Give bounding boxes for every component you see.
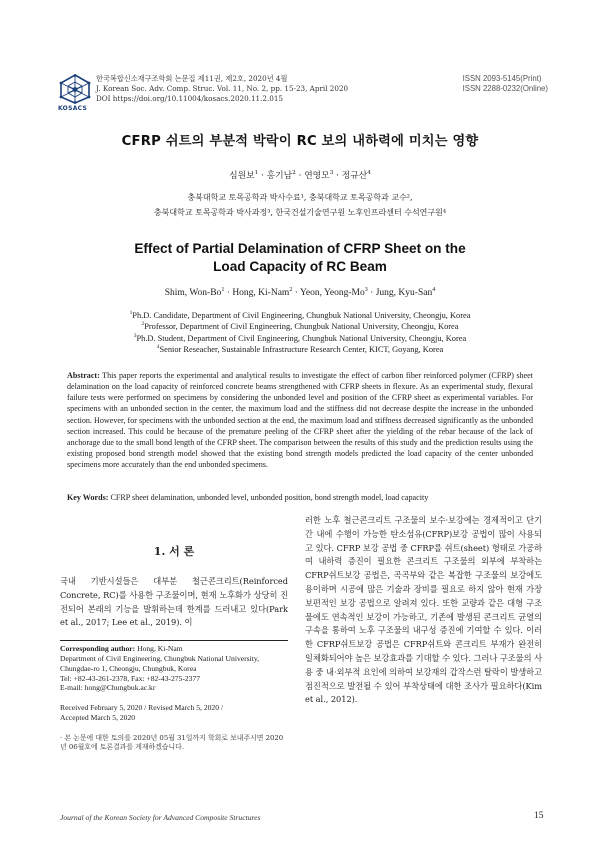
author-name: 심원보 — [229, 171, 255, 181]
abstract — [67, 370, 533, 470]
journal-korean: 한국복합신소재구조학회 논문집 제11권, 제2호, 2020년 4월 — [96, 74, 288, 83]
section-title: 1. 서 론 — [153, 545, 195, 558]
issn-print: ISSN 2093-5145(Print) — [462, 74, 542, 83]
journal-citation — [96, 74, 348, 105]
affiliation-line: $^1$Ph.D. Candidate, Department of Civil Engineering, Chungbuk National University, Cheongju, Korea — [129, 310, 471, 320]
email[interactable]: E-mail: hong@Chungbuk.ac.kr — [60, 683, 156, 693]
journal-english: J. Korean Soc. Adv. Comp. Struc. Vol. 11, No. 2, pp. 15-23, April 2020 — [96, 84, 349, 94]
left-column — [60, 513, 288, 752]
author-name: 연영모 — [304, 171, 330, 181]
page-number: 15 — [534, 811, 544, 821]
right-column — [305, 514, 542, 707]
author-name: 정규산 — [341, 171, 368, 181]
abstract-label: Abstract: — [67, 371, 100, 380]
keywords — [67, 493, 533, 502]
author-name: Jung, Kyu-San — [375, 288, 433, 298]
divider — [60, 640, 288, 641]
corresponding-author: Corresponding author: Hong, Ki-Nam Department of Civil Engineering, Chungbuk National University, Chungdae-ro 1, Cheongju, Chungbuk, Korea Tel: +82-43-261-2378, Fax: +82-43-275-2377 E-mail: hong@Chungbuk.ac.kr — [60, 644, 288, 693]
affiliation-line: $^4$Senior Reseacher, Sustainable Infrastructure Research Center, KICT, Goyang, Korea — [156, 344, 444, 355]
affiliation-line: $^2$Professor, Department of Civil Engineering, Chungbuk National University, Cheongju, Korea — [141, 321, 459, 332]
journal-header — [58, 74, 548, 114]
doi-link[interactable]: DOI https://doi.org/10.11004/kosacs.2020.11.2.015 — [96, 94, 283, 104]
logo-text: KOSACS — [58, 105, 88, 112]
network-logo-icon — [58, 74, 92, 104]
discussion-note: · 본 논문에 대한 토의를 2020년 05월 31일까지 학회로 보내주시면 2020년 06월호에 토론결과를 게재하겠습니다. — [60, 733, 284, 751]
english-affiliations — [0, 310, 600, 356]
author-name: 홍기남 — [266, 171, 293, 181]
received-dates: Received February 5, 2020 / Revised March 5, 2020 / Accepted March 5, 2020 — [60, 703, 224, 723]
korean-title: CFRP 쉬트의 부분적 박락이 RC 보의 내하력에 미치는 영향 — [121, 134, 479, 149]
abstract-text: This paper reports the experimental and analytical results to investigate the effect of carbon fiber reinforced polymer (CFRP) sheet delamination on the load capacity of reinforced concrete beams strengthened with CFRP sheets in flexure. As an experimental study, flexural failure tests were performed on specimens by considering the unbonded level and position of the CFRP sheet as experimental variables. For specimens with an unbonded section in the center, the maximum load and the stiffness did not decrease despite the increase in the unbonded section. However, for specimens with the unbonded section at the end, the maximum load and stiffness decreased significantly as the unbonded section increased. This could be because of the premature peeling of the CFRP sheet after the yielding of the rebar because of the lack of anchorage due to the small bond length of the CFRP sheet. The comparison between the results of this study and the prediction results using the existing proposed bond strength model showed that the existing bond strength models predicted the load capacity of the center unbonded specimens more accurately than the end unbonded specimens. — [67, 371, 533, 470]
affiliation-line: $^3$Ph.D. Student, Department of Civil Engineering, Chungbuk National University, Cheongju, Korea — [133, 333, 467, 343]
author-name: Yeon, Yeong-Mo — [299, 288, 365, 298]
footer-journal: Journal of the Korean Society for Advanced Composite Structures — [60, 813, 261, 822]
english-authors: Shim, Won-$Bo^1$ · Hong, Ki-Nam$^2$ · Yeon, Yeong-$Mo^3$ · Jung, Kyu-San$^4$ — [164, 286, 436, 298]
korean-authors: 심원보$^1$ · 홍기남$^2$ · 연영모$^3$ · 정규산$^4$ — [229, 170, 371, 181]
english-title: Effect of Partial Delamination of CFRP Sheet on the Load Capacity of RC Beam — [134, 241, 466, 274]
kosacs-logo — [58, 74, 92, 114]
issn-block — [463, 74, 548, 93]
keywords-label: Key Words: — [67, 493, 109, 502]
body-paragraph: 러한 노후 철근콘크리트 구조물의 보수·보강에는 경제적이고 단기간 내에 수행이 가능한 탄소섬유(CFRP)보강 공법이 많이 사용되고 있다. CFRP 보강 공법 중 CFRP를 쉬트(sheet) 형태로 가공하여 내하력 증진이 필요한 콘크리트 구조물의 외부에 부착하는 CFRP쉬트보강 공법은, 곡곡부와 같은 복잡한 구조물의 보강에도 용이하며 시공에 많은 기술과 장비를 필요로 하지 않아 현재 가장 보편적인 보강 공법으로 알려져 있다. 또한 교량과 같은 대형 구조물에도 연속적인 보강이 가능하고, 기존에 발생된 콘크리트 균열의 구속을 통하여 노후 구조물의 내구성 증진에 기여할 수 있다. 이러한 CFRP쉬트보강 공법은 CFRP쉬트와 콘크리트 부재가 완전히 일체화되어야 높은 보강효과를 기대할 수 있다. 그러나 구조물의 사용 중 내·외부적 요인에 의하여 보강재의 갑작스런 탈락이 발생하고 점진적으로 발전될 수 있어 부착상태에 대한 조사가 필요하다(Kim et al., 2012). — [305, 515, 542, 705]
issn-online: ISSN 2288-0232(Online) — [462, 83, 548, 93]
keywords-text: CFRP sheet delamination, unbonded level, unbonded position, bond strength model, load capacity — [110, 493, 429, 502]
korean-affiliations: 충북대학교 토목공학과 박사수료¹, 충북대학교 토목공학과 교수², 충북대학교 토목공학과 박사과정³, 한국건설기술연구원 노후인프라센터 수석연구원⁴ — [153, 193, 447, 217]
author-name: Shim, Won-Bo — [164, 288, 222, 298]
body-paragraph: 국내 기반시설들은 대부분 철근콘크리트(Reinforced Concrete, RC)를 사용한 구조물이며, 현재 노후화가 상당히 진전되어 본래의 기능을 발휘하는데 한계를 드러내고 있다(Park et al., 2017; Lee et al., 2019). 이 — [60, 576, 288, 628]
author-name: Hong, Ki-Nam — [232, 288, 290, 298]
